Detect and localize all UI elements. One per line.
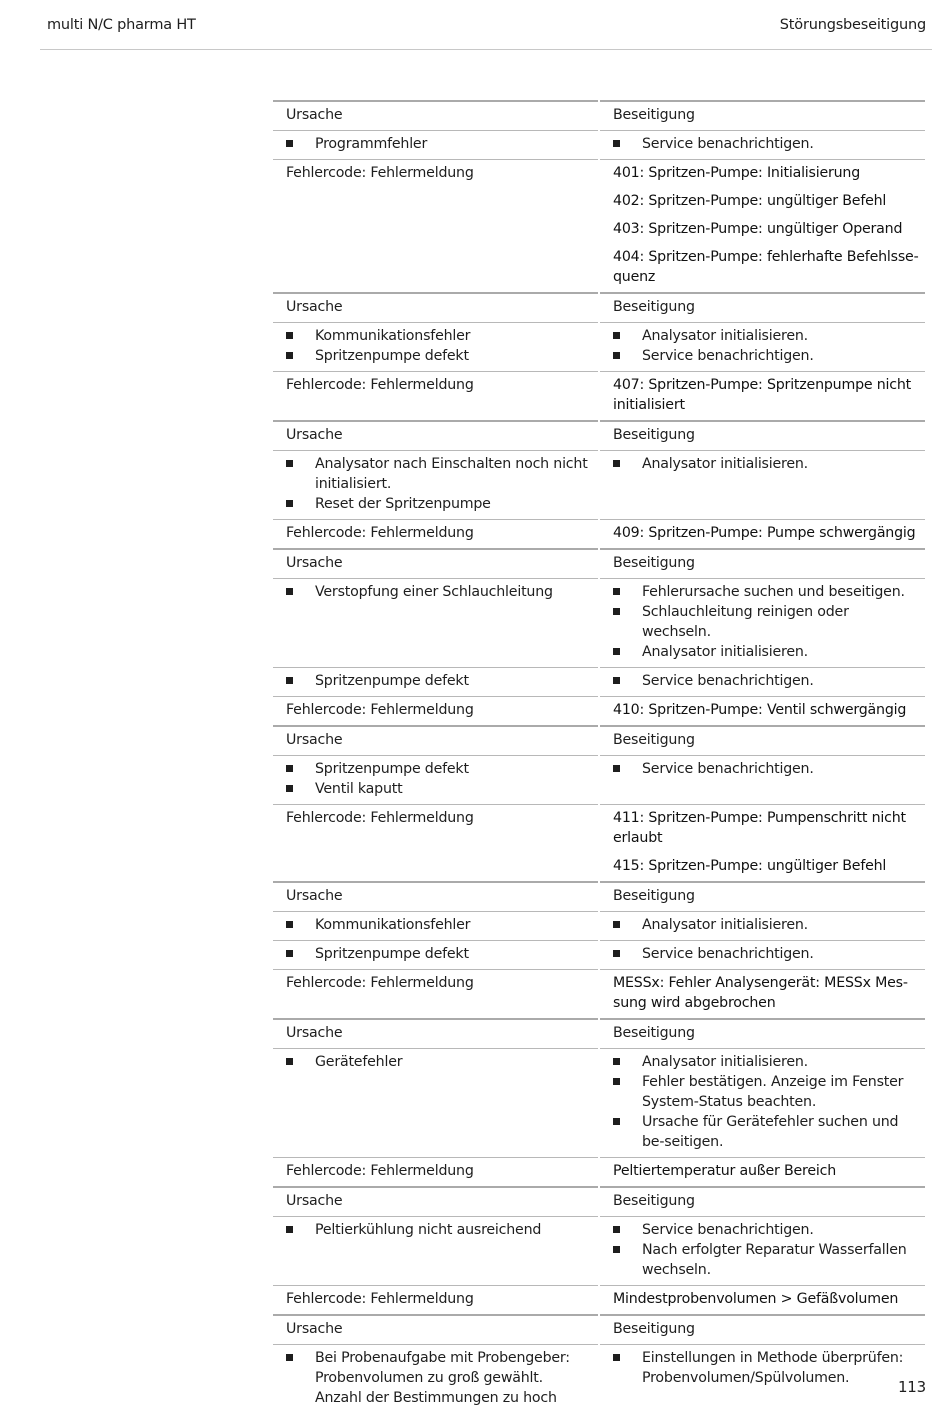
error-message: 409: Spritzen-Pumpe: Pumpe schwergängig xyxy=(600,519,925,548)
remedy-column-header: Beseitigung xyxy=(600,1314,925,1344)
remedy-cell xyxy=(600,1344,925,1413)
error-code-row xyxy=(273,159,925,188)
cause-item: Gerätefehler xyxy=(286,1052,592,1072)
remedy-list xyxy=(613,326,919,366)
remedy-cell xyxy=(600,911,925,940)
cause-item: Bei Probenaufgabe mit Probengeber: Probenvolumen zu groß gewählt. Anzahl der Bestimmungen zu hoch xyxy=(286,1348,592,1408)
remedy-cell xyxy=(600,755,925,804)
cause-item: Spritzenpumpe defekt xyxy=(286,944,592,964)
remedy-cell xyxy=(600,578,925,667)
error-code-label: Fehlercode: Fehlermeldung xyxy=(273,159,598,188)
cause-list xyxy=(286,915,592,935)
troubleshooting-table xyxy=(273,100,925,1413)
cause-cell xyxy=(273,322,598,371)
cause-item: Peltierkühlung nicht ausreichend xyxy=(286,1220,592,1240)
remedy-column-header: Beseitigung xyxy=(600,420,925,450)
error-message: 410: Spritzen-Pumpe: Ventil schwergängig xyxy=(600,696,925,725)
cause-cell xyxy=(273,940,598,969)
header-divider xyxy=(40,49,932,50)
cause-item: Kommunikationsfehler xyxy=(286,326,592,346)
cause-list xyxy=(286,944,592,964)
remedy-list xyxy=(613,454,919,474)
error-code-label: Fehlercode: Fehlermeldung xyxy=(273,1157,598,1186)
remedy-item: Analysator initialisieren. xyxy=(613,915,919,935)
remedy-cell xyxy=(600,1216,925,1285)
cause-remedy-header-row xyxy=(273,100,925,130)
cause-list xyxy=(286,1220,592,1240)
remedy-item: Ursache für Gerätefehler suchen und be-seitigen. xyxy=(613,1112,919,1152)
error-code-row xyxy=(273,244,925,292)
cause-list xyxy=(286,134,592,154)
error-code-label: Fehlercode: Fehlermeldung xyxy=(273,1285,598,1314)
error-message: 403: Spritzen-Pumpe: ungültiger Operand xyxy=(613,221,903,237)
cause-remedy-row xyxy=(273,667,925,696)
cause-column-header: Ursache xyxy=(273,1018,598,1048)
cause-remedy-row xyxy=(273,578,925,667)
remedy-item: Einstellungen in Methode überprüfen: Probenvolumen/Spülvolumen. xyxy=(613,1348,919,1388)
cause-column-header: Ursache xyxy=(273,1186,598,1216)
cause-item: Ventil kaputt xyxy=(286,779,592,799)
cause-list xyxy=(286,1348,592,1408)
remedy-list xyxy=(613,915,919,935)
error-code-label: Fehlercode: Fehlermeldung xyxy=(273,371,598,420)
error-code-row xyxy=(273,188,925,216)
error-message: 407: Spritzen-Pumpe: Spritzenpumpe nicht initialisiert xyxy=(600,371,925,420)
remedy-item: Service benachrichtigen. xyxy=(613,134,919,154)
error-code-row xyxy=(273,216,925,244)
cause-column-header: Ursache xyxy=(273,292,598,322)
remedy-list xyxy=(613,582,919,662)
error-code-label xyxy=(273,244,598,292)
remedy-list xyxy=(613,671,919,691)
cause-item: Programmfehler xyxy=(286,134,592,154)
error-code-row xyxy=(273,1285,925,1314)
remedy-item: Fehlerursache suchen und beseitigen. xyxy=(613,582,919,602)
cause-remedy-header-row xyxy=(273,881,925,911)
cause-remedy-header-row xyxy=(273,420,925,450)
error-code-row xyxy=(273,371,925,420)
remedy-column-header: Beseitigung xyxy=(600,1018,925,1048)
remedy-item: Service benachrichtigen. xyxy=(613,1220,919,1240)
cause-cell xyxy=(273,667,598,696)
error-code-row xyxy=(273,853,925,881)
cause-remedy-row xyxy=(273,755,925,804)
remedy-column-header: Beseitigung xyxy=(600,881,925,911)
remedy-column-header: Beseitigung xyxy=(600,548,925,578)
error-code-row xyxy=(273,1157,925,1186)
error-code-row xyxy=(273,696,925,725)
cause-cell xyxy=(273,450,598,519)
error-code-row xyxy=(273,969,925,1018)
cause-cell xyxy=(273,911,598,940)
error-message: 404: Spritzen-Pumpe: fehlerhafte Befehlsse-quenz xyxy=(613,249,919,285)
cause-remedy-header-row xyxy=(273,1186,925,1216)
cause-list xyxy=(286,1052,592,1072)
remedy-column-header: Beseitigung xyxy=(600,725,925,755)
remedy-list xyxy=(613,1348,919,1388)
remedy-list xyxy=(613,944,919,964)
error-message: 411: Spritzen-Pumpe: Pumpenschritt nicht erlaubt xyxy=(600,804,925,853)
error-code-label xyxy=(273,188,598,216)
remedy-item: Service benachrichtigen. xyxy=(613,944,919,964)
error-code-row xyxy=(273,519,925,548)
error-code-label xyxy=(273,216,598,244)
error-code-label: Fehlercode: Fehlermeldung xyxy=(273,519,598,548)
page-number: 113 xyxy=(897,1378,926,1396)
cause-remedy-row xyxy=(273,911,925,940)
cause-list xyxy=(286,582,592,602)
remedy-cell xyxy=(600,322,925,371)
cause-remedy-row xyxy=(273,1048,925,1157)
remedy-cell xyxy=(600,1048,925,1157)
remedy-item: Service benachrichtigen. xyxy=(613,346,919,366)
remedy-item: Analysator initialisieren. xyxy=(613,642,919,662)
remedy-item: Analysator initialisieren. xyxy=(613,326,919,346)
error-code-label xyxy=(273,853,598,881)
cause-remedy-row xyxy=(273,130,925,159)
cause-list xyxy=(286,326,592,366)
cause-item: Analysator nach Einschalten noch nicht initialisiert. xyxy=(286,454,592,494)
cause-item: Spritzenpumpe defekt xyxy=(286,759,592,779)
remedy-item: Nach erfolgter Reparatur Wasserfallen wechseln. xyxy=(613,1240,919,1280)
cause-remedy-row xyxy=(273,450,925,519)
remedy-item: Schlauchleitung reinigen oder wechseln. xyxy=(613,602,919,642)
cause-remedy-header-row xyxy=(273,548,925,578)
cause-list xyxy=(286,759,592,799)
error-message: Mindestprobenvolumen > Gefäßvolumen xyxy=(600,1285,925,1314)
cause-remedy-header-row xyxy=(273,1314,925,1344)
cause-cell xyxy=(273,578,598,667)
cause-remedy-header-row xyxy=(273,1018,925,1048)
cause-list xyxy=(286,454,592,514)
error-code-label: Fehlercode: Fehlermeldung xyxy=(273,696,598,725)
remedy-cell xyxy=(600,667,925,696)
cause-list xyxy=(286,671,592,691)
error-code-row xyxy=(273,804,925,853)
cause-remedy-row xyxy=(273,1344,925,1413)
remedy-list xyxy=(613,759,919,779)
remedy-list xyxy=(613,1220,919,1280)
cause-column-header: Ursache xyxy=(273,1314,598,1344)
cause-remedy-header-row xyxy=(273,292,925,322)
cause-column-header: Ursache xyxy=(273,548,598,578)
remedy-column-header: Beseitigung xyxy=(600,1186,925,1216)
remedy-item: Service benachrichtigen. xyxy=(613,759,919,779)
cause-item: Kommunikationsfehler xyxy=(286,915,592,935)
cause-cell xyxy=(273,130,598,159)
cause-item: Verstopfung einer Schlauchleitung xyxy=(286,582,592,602)
remedy-list xyxy=(613,1052,919,1152)
remedy-column-header: Beseitigung xyxy=(600,292,925,322)
cause-cell xyxy=(273,1048,598,1157)
cause-remedy-row xyxy=(273,1216,925,1285)
cause-column-header: Ursache xyxy=(273,725,598,755)
remedy-item: Analysator initialisieren. xyxy=(613,1052,919,1072)
cause-remedy-row xyxy=(273,940,925,969)
remedy-item: Service benachrichtigen. xyxy=(613,671,919,691)
remedy-cell xyxy=(600,130,925,159)
cause-remedy-row xyxy=(273,322,925,371)
remedy-cell xyxy=(600,940,925,969)
cause-item: Spritzenpumpe defekt xyxy=(286,671,592,691)
error-message: 402: Spritzen-Pumpe: ungültiger Befehl xyxy=(613,193,887,209)
cause-item: Reset der Spritzenpumpe xyxy=(286,494,592,514)
running-header-section: Störungsbeseitigung xyxy=(779,17,926,33)
remedy-cell xyxy=(600,450,925,519)
error-message: 401: Spritzen-Pumpe: Initialisierung xyxy=(600,159,925,188)
cause-cell xyxy=(273,755,598,804)
remedy-column-header: Beseitigung xyxy=(600,100,925,130)
remedy-item: Fehler bestätigen. Anzeige im Fenster System-Status beachten. xyxy=(613,1072,919,1112)
cause-column-header: Ursache xyxy=(273,420,598,450)
cause-cell xyxy=(273,1344,598,1413)
running-header-title: multi N/C pharma HT xyxy=(47,17,196,33)
error-message: 415: Spritzen-Pumpe: ungültiger Befehl xyxy=(613,858,887,874)
error-message: MESSx: Fehler Analysengerät: MESSx Mes-sung wird abgebrochen xyxy=(600,969,925,1018)
cause-item: Spritzenpumpe defekt xyxy=(286,346,592,366)
remedy-list xyxy=(613,134,919,154)
error-message: Peltiertemperatur außer Bereich xyxy=(600,1157,925,1186)
cause-remedy-header-row xyxy=(273,725,925,755)
cause-column-header: Ursache xyxy=(273,881,598,911)
cause-column-header: Ursache xyxy=(273,100,598,130)
error-code-label: Fehlercode: Fehlermeldung xyxy=(273,804,598,853)
cause-cell xyxy=(273,1216,598,1285)
error-code-label: Fehlercode: Fehlermeldung xyxy=(273,969,598,1018)
remedy-item: Analysator initialisieren. xyxy=(613,454,919,474)
